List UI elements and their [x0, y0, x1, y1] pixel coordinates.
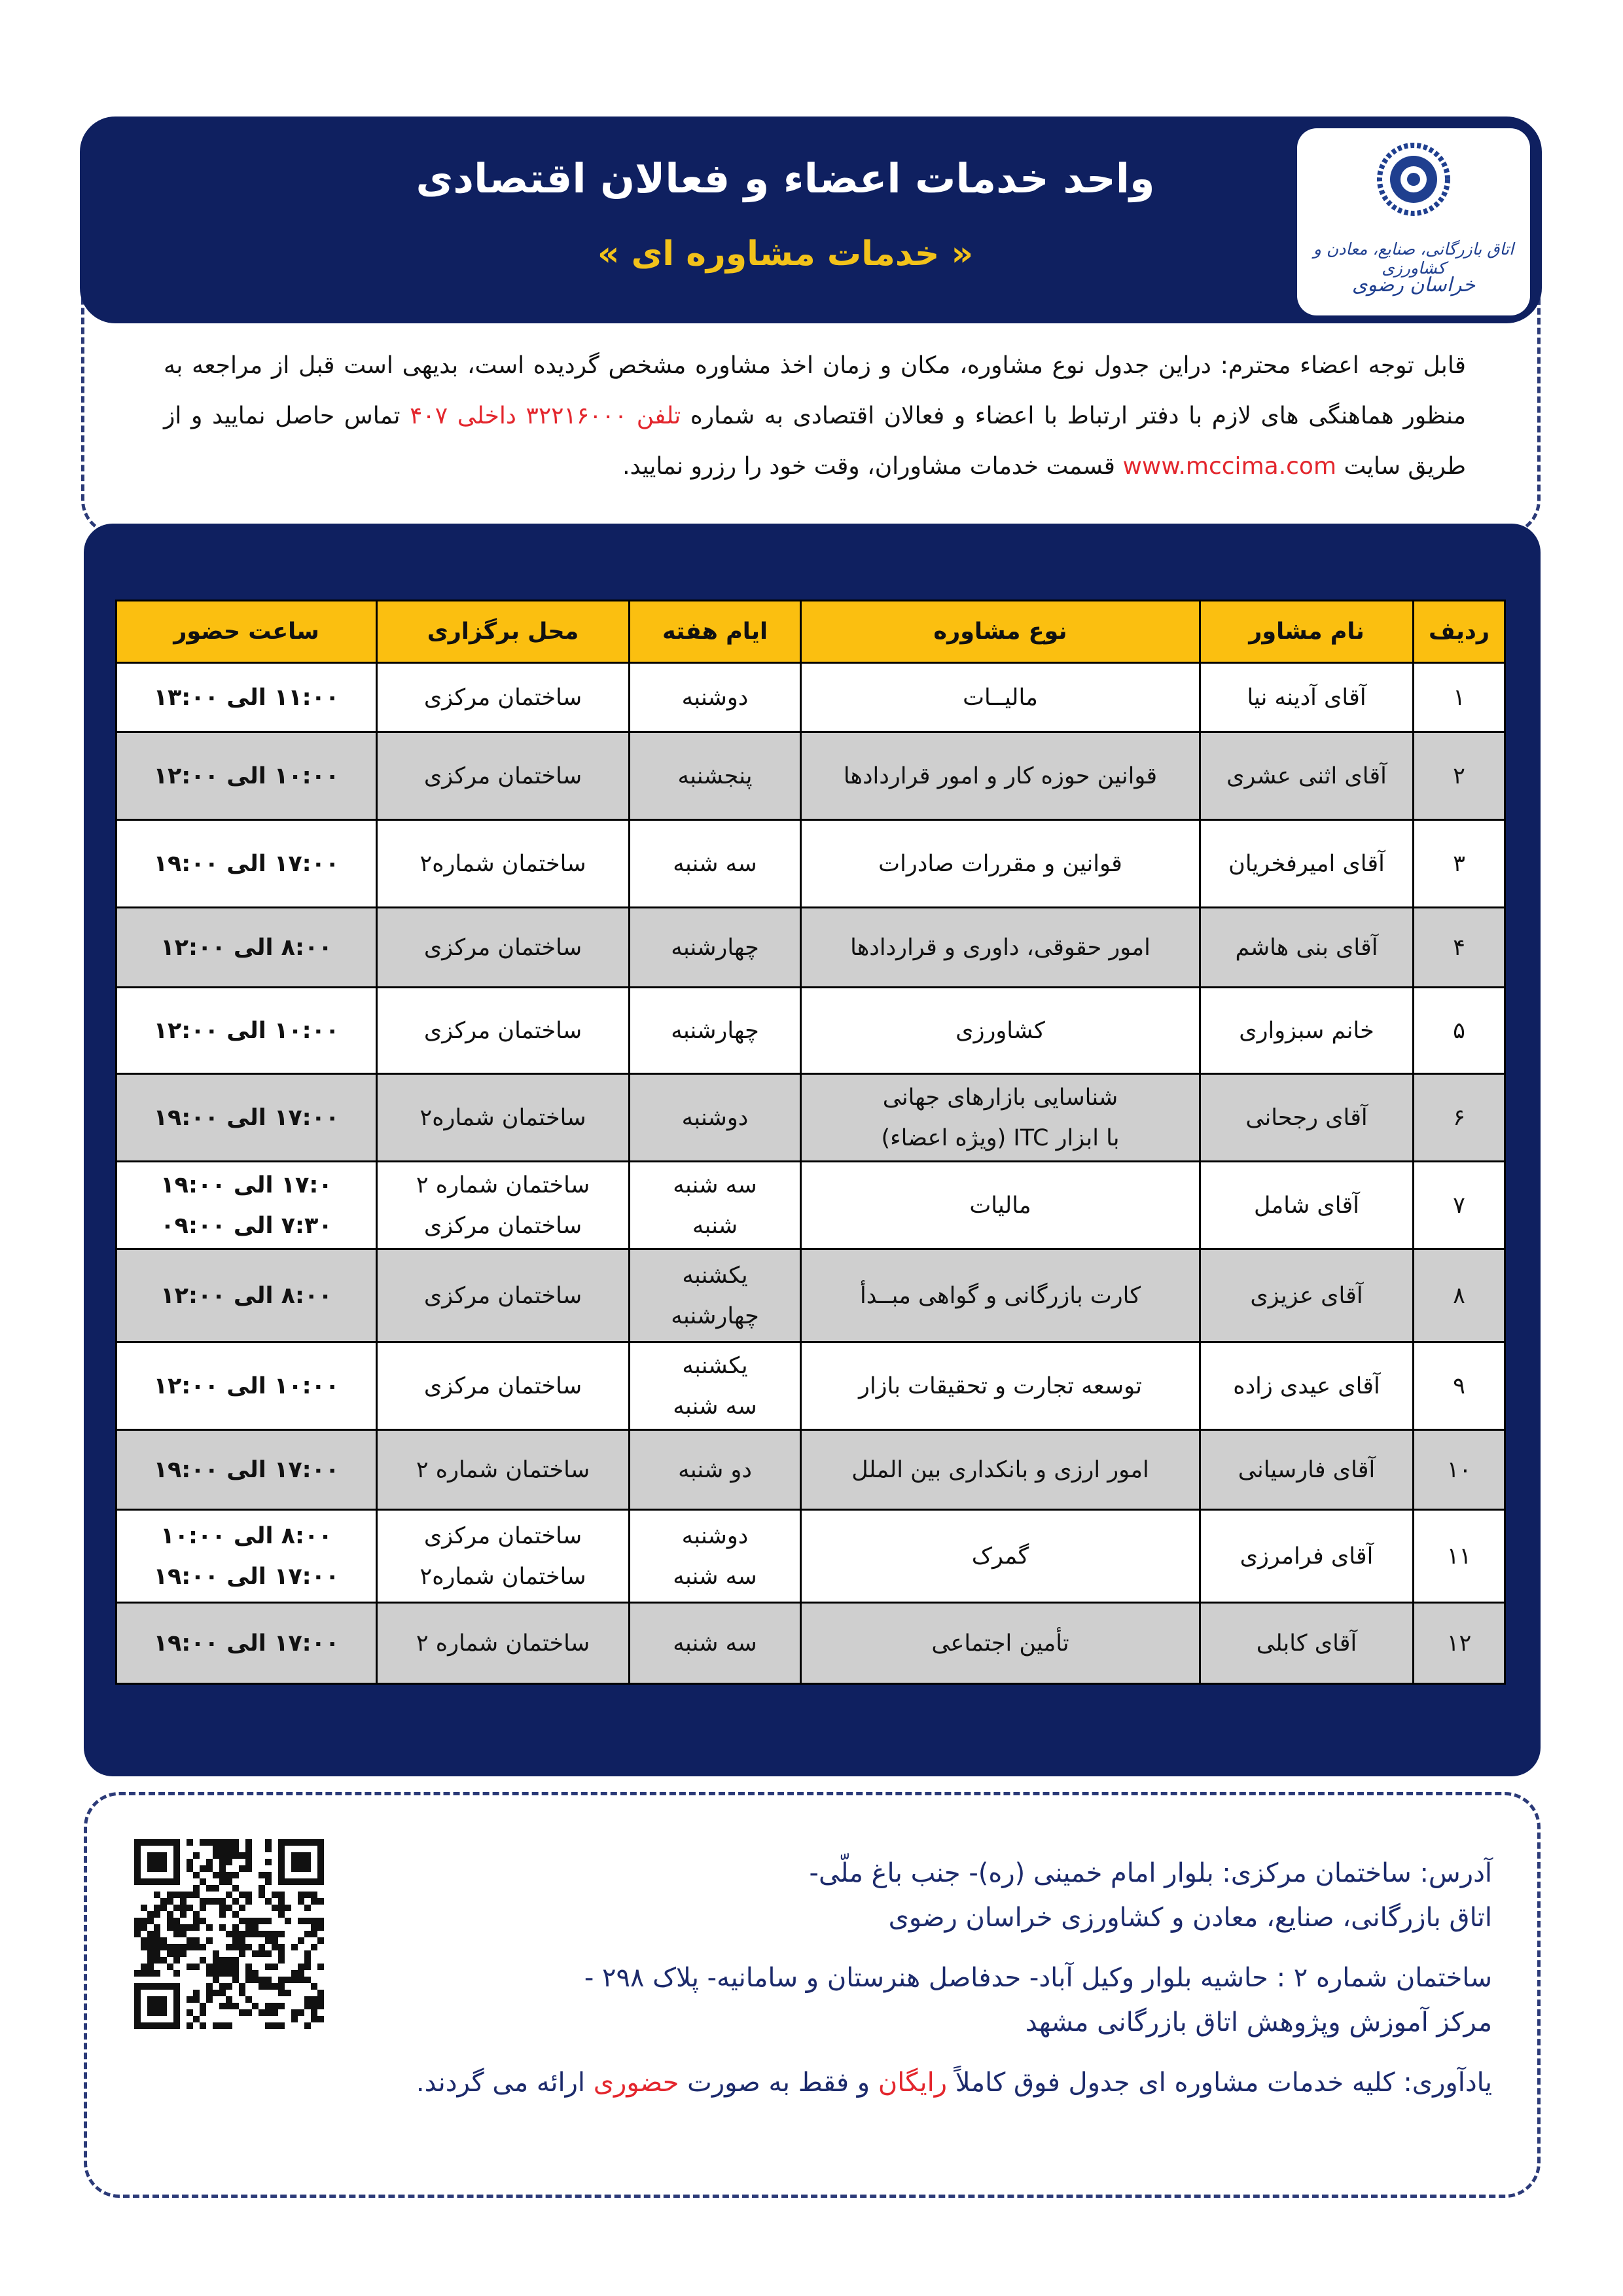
hours-cell-line1: ۱۱:۰۰ الی ۱۳:۰۰	[153, 684, 340, 711]
consult-type-cell	[801, 1603, 1200, 1684]
consult-type-cell-line1: امور حقوقی، داوری و قراردادها	[850, 934, 1150, 961]
location-cell-line1: ساختمان مرکزی	[423, 934, 582, 961]
consult-type-cell-line1: مالیــات	[963, 684, 1038, 711]
consultant-name-cell	[1200, 1430, 1414, 1510]
location-cell	[377, 1603, 630, 1684]
table-row	[116, 732, 1505, 820]
consult-type-cell	[801, 663, 1200, 732]
consultant-name-cell-line1: آقای کابلی	[1256, 1630, 1357, 1657]
hours-cell	[116, 1342, 377, 1430]
hours-cell	[116, 988, 377, 1074]
hours-cell	[116, 908, 377, 988]
hours-cell	[116, 1510, 377, 1603]
row-number-cell	[1414, 1162, 1505, 1249]
table-row	[116, 663, 1505, 732]
page-title: واحد خدمات اعضاء و فعالان اقتصادی	[416, 154, 1155, 202]
days-cell	[630, 1430, 801, 1510]
building2-address-line2: مرکز آموزش وپژوهش اتاق بازرگانی مشهد	[1025, 2007, 1492, 2037]
row-number-cell	[1414, 1430, 1505, 1510]
row-number-cell	[1414, 663, 1505, 732]
row-number-cell	[1414, 1342, 1505, 1430]
days-cell-line2: سه شنبه	[673, 1563, 757, 1590]
consult-type-cell	[801, 1430, 1200, 1510]
reminder-free: رایگان	[878, 2068, 948, 2098]
days-cell	[630, 988, 801, 1074]
days-cell	[630, 908, 801, 988]
row-number-cell-line1: ۵	[1453, 1017, 1465, 1044]
hours-cell	[116, 1162, 377, 1249]
table-row	[116, 1342, 1505, 1430]
page-subtitle: « خدمات مشاوره ای »	[597, 234, 974, 274]
row-number-cell-line1: ۸	[1453, 1282, 1465, 1309]
row-number-cell-line1: ۷	[1453, 1192, 1465, 1219]
consultant-name-cell-line1: آقای فارسیانی	[1238, 1456, 1376, 1483]
row-number-cell-line1: ۶	[1453, 1104, 1465, 1131]
consult-type-cell	[801, 988, 1200, 1074]
notice-paragraph	[164, 340, 1466, 492]
table-row	[116, 820, 1505, 908]
days-cell	[630, 1249, 801, 1342]
column-header-consultant: نام مشاور	[1200, 601, 1414, 663]
location-cell-line1: ساختمان مرکزی	[423, 1017, 582, 1044]
consult-type-cell	[801, 1342, 1200, 1430]
hours-cell-line1: ۱۷:۰۰ الی ۱۹:۰۰	[153, 850, 340, 877]
table-row	[116, 1249, 1505, 1342]
consultant-name-cell-line1: آقای عزیزی	[1250, 1282, 1363, 1309]
table-row	[116, 1162, 1505, 1249]
row-number-cell-line1: ۱۲	[1446, 1630, 1472, 1657]
location-cell-line1: ساختمان شماره ۲	[416, 1172, 590, 1198]
consultant-name-cell	[1200, 1074, 1414, 1162]
consult-type-cell	[801, 1249, 1200, 1342]
consultant-name-cell	[1200, 1603, 1414, 1684]
qr-code-icon[interactable]	[124, 1839, 334, 2029]
row-number-cell	[1414, 1249, 1505, 1342]
location-cell-line2: ساختمان شماره۲	[419, 1563, 586, 1590]
days-cell-line2: سه شنبه	[673, 1393, 757, 1420]
consult-type-cell-line1: مالیات	[969, 1192, 1031, 1219]
building2-address-line1: ساختمان شماره ۲ : حاشیه بلوار وکیل آباد- حدفاصل هنرستان و سامانیه- پلاک ۲۹۸ -	[584, 1963, 1492, 1993]
consultant-name-cell-line1: آقای اثنی عشری	[1226, 762, 1387, 789]
days-cell-line1: چهارشنبه	[671, 934, 759, 961]
hours-cell-line2: ۷:۳۰ الی ۰۹:۰۰	[160, 1212, 332, 1239]
days-cell	[630, 1342, 801, 1430]
days-cell-line1: چهارشنبه	[671, 1017, 759, 1044]
column-header-days: ایام هفته	[630, 601, 801, 663]
row-number-cell	[1414, 988, 1505, 1074]
hours-cell-line2: ۱۷:۰۰ الی ۱۹:۰۰	[153, 1563, 340, 1590]
days-cell	[630, 663, 801, 732]
logo-text-line2: خراسان رضوی	[1351, 274, 1476, 296]
row-number-cell-line1: ۱۱	[1446, 1543, 1472, 1570]
consult-type-cell-line1: کارت بازرگانی و گواهی مبــدأ	[859, 1282, 1141, 1309]
row-number-cell-line1: ۲	[1453, 762, 1465, 789]
column-header-location: محل برگزاری	[377, 601, 630, 663]
hours-cell-line1: ۸:۰۰ الی ۱۲:۰۰	[160, 1282, 332, 1309]
notice-website-link[interactable]: www.mccima.com	[1122, 453, 1337, 480]
hours-cell	[116, 1430, 377, 1510]
days-cell-line2: شنبه	[692, 1212, 738, 1239]
hours-cell-line1: ۱۷:۰۰ الی ۱۹:۰۰	[153, 1630, 340, 1657]
central-address-line1: آدرس: ساختمان مرکزی: بلوار امام خمینی (ره)- جنب باغ ملّی-	[809, 1858, 1492, 1888]
location-cell-line1: ساختمان شماره ۲	[416, 1456, 590, 1483]
consultant-name-cell	[1200, 908, 1414, 988]
table-row	[116, 1603, 1505, 1684]
consultant-name-cell-line1: آقای امیرفخریان	[1228, 850, 1385, 877]
hours-cell-line1: ۱۷:۰۰ الی ۱۹:۰۰	[153, 1456, 340, 1483]
location-cell-line1: ساختمان شماره ۲	[416, 1630, 590, 1657]
consultant-name-cell	[1200, 663, 1414, 732]
chamber-emblem-icon	[1374, 137, 1453, 236]
consult-type-cell-line1: قوانین حوزه کار و امور قراردادها	[843, 762, 1158, 789]
consultant-name-cell-line1: آقای شامل	[1254, 1192, 1359, 1219]
table-row	[116, 1430, 1505, 1510]
consultant-name-cell	[1200, 1249, 1414, 1342]
hours-cell-line1: ۱۰:۰۰ الی ۱۲:۰۰	[153, 1017, 340, 1044]
consultant-name-cell	[1200, 732, 1414, 820]
consult-type-cell	[801, 820, 1200, 908]
hours-cell	[116, 1074, 377, 1162]
row-number-cell	[1414, 732, 1505, 820]
consult-type-cell-line1: امور ارزی و بانکداری بین الملل	[851, 1456, 1149, 1483]
hours-cell-line1: ۸:۰۰ الی ۱۰:۰۰	[160, 1522, 332, 1549]
days-cell-line1: سه شنبه	[673, 1630, 757, 1657]
location-cell	[377, 988, 630, 1074]
notice-text-2: تماس حاصل نمایید و از طریق سایت	[164, 403, 1466, 480]
location-cell	[377, 908, 630, 988]
consultant-name-cell-line1: آقای رجحانی	[1245, 1104, 1368, 1131]
hours-cell-line1: ۱۰:۰۰ الی ۱۲:۰۰	[153, 762, 340, 789]
notice-text-3: قسمت خدمات مشاوران، وقت خود را رزرو نمایید.	[622, 453, 1115, 480]
row-number-cell-line1: ۴	[1453, 934, 1465, 961]
location-cell-line2: ساختمان مرکزی	[423, 1212, 582, 1239]
location-cell	[377, 732, 630, 820]
consultation-table	[115, 600, 1506, 1685]
location-cell-line1: ساختمان مرکزی	[423, 1282, 582, 1309]
days-cell	[630, 1162, 801, 1249]
consult-type-cell-line1: گمرک	[971, 1543, 1029, 1570]
location-cell	[377, 1342, 630, 1430]
days-cell	[630, 1074, 801, 1162]
consult-type-cell-line1: قوانین و مقررات صادرات	[878, 850, 1122, 877]
days-cell-line1: سه شنبه	[673, 850, 757, 877]
consultant-name-cell-line1: آقای بنی هاشم	[1235, 934, 1378, 961]
hours-cell	[116, 663, 377, 732]
days-cell	[630, 1603, 801, 1684]
row-number-cell	[1414, 1603, 1505, 1684]
logo-text-line1: اتاق بازرگانی، صنایع، معادن و کشاورزی	[1313, 240, 1514, 278]
consultant-name-cell	[1200, 1342, 1414, 1430]
row-number-cell-line1: ۳	[1453, 850, 1465, 877]
location-cell-line1: ساختمان مرکزی	[423, 1522, 582, 1549]
hours-cell-line1: ۸:۰۰ الی ۱۲:۰۰	[160, 934, 332, 961]
location-cell	[377, 1430, 630, 1510]
consult-type-cell	[801, 1074, 1200, 1162]
days-cell-line1: یکشنبه	[682, 1352, 748, 1379]
consultant-name-cell	[1200, 1510, 1414, 1603]
reminder-text-1: یادآوری: کلیه خدمات مشاوره ای جدول فوق کاملاً	[955, 2068, 1492, 2098]
days-cell	[630, 732, 801, 820]
consult-type-cell-line1: کشاورزی	[955, 1017, 1045, 1044]
consultant-name-cell	[1200, 820, 1414, 908]
consult-type-cell-line1: توسعه تجارت و تحقیقات بازار	[859, 1372, 1142, 1399]
address-block	[340, 1851, 1492, 2121]
location-cell-line1: ساختمان مرکزی	[423, 1372, 582, 1399]
days-cell-line2: چهارشنبه	[671, 1302, 759, 1329]
table-row	[116, 988, 1505, 1074]
days-cell-line1: دوشنبه	[681, 1522, 749, 1549]
consult-type-cell	[801, 732, 1200, 820]
consult-type-cell-line2: با ابزار ITC (ویژه اعضاء)	[881, 1124, 1120, 1151]
location-cell	[377, 1510, 630, 1603]
days-cell	[630, 1510, 801, 1603]
hours-cell	[116, 732, 377, 820]
row-number-cell	[1414, 1074, 1505, 1162]
location-cell	[377, 1074, 630, 1162]
location-cell-line1: ساختمان مرکزی	[423, 684, 582, 711]
consultant-name-cell-line1: آقای فرامرزی	[1240, 1543, 1374, 1570]
days-cell-line1: سه شنبه	[673, 1172, 757, 1198]
location-cell-line1: ساختمان شماره۲	[419, 850, 586, 877]
table-row	[116, 1510, 1505, 1603]
column-header-consult-type: نوع مشاوره	[801, 601, 1200, 663]
table-row	[116, 908, 1505, 988]
hours-cell	[116, 820, 377, 908]
reminder-text-2: و فقط به صورت	[687, 2068, 870, 2098]
hours-cell-line1: ۱۰:۰۰ الی ۱۲:۰۰	[153, 1372, 340, 1399]
hours-cell-line1: ۱۷:۰ الی ۱۹:۰۰	[160, 1172, 332, 1198]
consult-type-cell-line1: تأمین اجتماعی	[931, 1630, 1069, 1657]
days-cell-line1: پنجشنبه	[677, 762, 753, 789]
consult-type-cell-line1: شناسایی بازارهای جهانی	[882, 1084, 1118, 1111]
location-cell-line1: ساختمان شماره۲	[419, 1104, 586, 1131]
days-cell-line1: دو شنبه	[678, 1456, 752, 1483]
location-cell	[377, 1162, 630, 1249]
notice-phone: تلفن ۳۲۲۱۶۰۰۰ داخلی ۴۰۷	[410, 403, 681, 429]
central-address-line2: اتاق بازرگانی، صنایع، معادن و کشاورزی خراسان رضوی	[888, 1903, 1492, 1933]
consult-type-cell	[801, 908, 1200, 988]
location-cell	[377, 1249, 630, 1342]
row-number-cell	[1414, 1510, 1505, 1603]
notice-text-1: قابل توجه اعضاء محترم: دراین جدول نوع مشاوره، مکان و زمان اخذ مشاوره مشخص گردیده است، بدیهی است قبل از مراجعه به منظور هماهنگی های لازم با دفتر ارتباط با اعضاء و فعالان اقتصادی به شماره	[164, 352, 1466, 429]
consult-type-cell	[801, 1510, 1200, 1603]
location-cell	[377, 663, 630, 732]
table-body	[116, 663, 1505, 1684]
consultant-name-cell-line1: خانم سبزواری	[1239, 1017, 1374, 1044]
reminder-in-person: حضوری	[593, 2068, 679, 2098]
hours-cell-line1: ۱۷:۰۰ الی ۱۹:۰۰	[153, 1104, 340, 1131]
consultant-name-cell	[1200, 1162, 1414, 1249]
days-cell	[630, 820, 801, 908]
location-cell-line1: ساختمان مرکزی	[423, 762, 582, 789]
row-number-cell-line1: ۹	[1453, 1372, 1465, 1399]
table-row	[116, 1074, 1505, 1162]
days-cell-line1: دوشنبه	[681, 684, 749, 711]
row-number-cell-line1: ۱	[1453, 684, 1465, 711]
reminder-text-3: ارائه می گردند.	[416, 2068, 586, 2098]
hours-cell	[116, 1249, 377, 1342]
location-cell	[377, 820, 630, 908]
row-number-cell	[1414, 908, 1505, 988]
consultant-name-cell	[1200, 988, 1414, 1074]
hours-cell	[116, 1603, 377, 1684]
column-header-hours: ساعت حضور	[116, 601, 377, 663]
consultant-name-cell-line1: آقای عیدی زاده	[1233, 1372, 1380, 1399]
table-header-row	[116, 601, 1505, 663]
row-number-cell-line1: ۱۰	[1446, 1456, 1472, 1483]
column-header-row-number: ردیف	[1414, 601, 1505, 663]
consult-type-cell	[801, 1162, 1200, 1249]
row-number-cell	[1414, 820, 1505, 908]
days-cell-line1: دوشنبه	[681, 1104, 749, 1131]
consultant-name-cell-line1: آقای آدینه نیا	[1247, 684, 1366, 711]
days-cell-line1: یکشنبه	[682, 1262, 748, 1289]
